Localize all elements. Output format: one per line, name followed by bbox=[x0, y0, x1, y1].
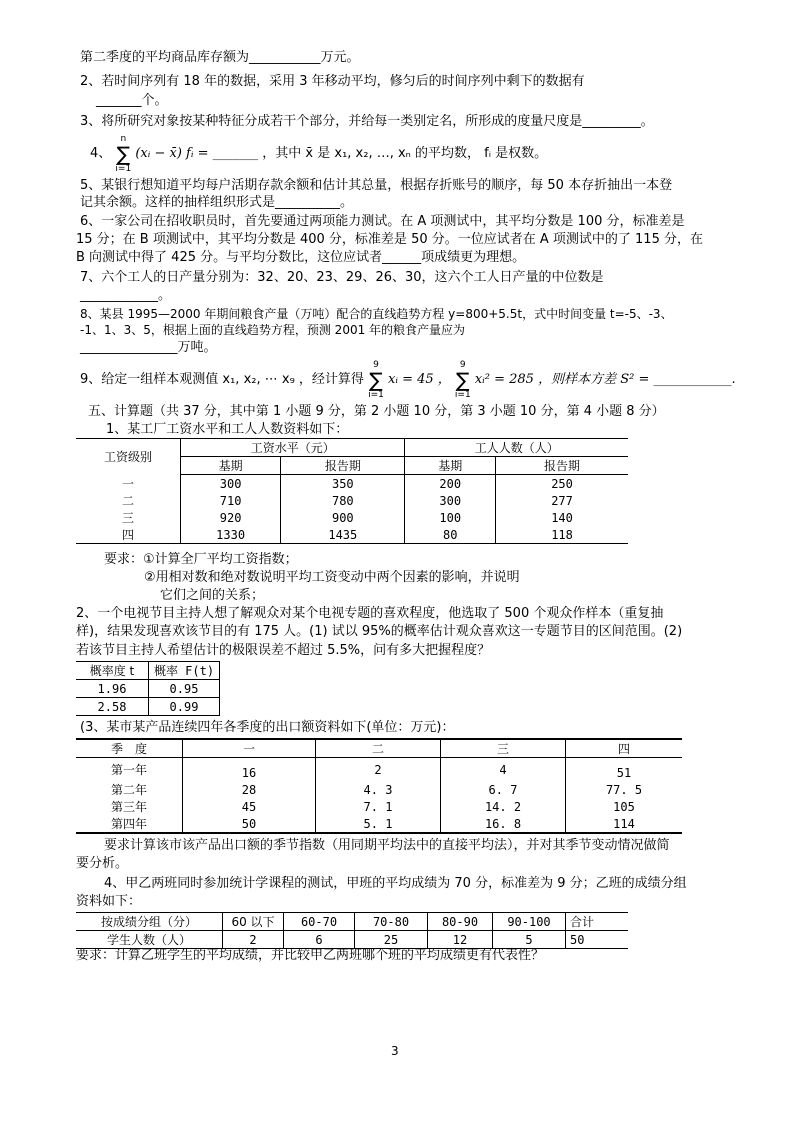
calc-question-1-title: 1、某工厂工资水平和工人人数资料如下： bbox=[106, 422, 349, 437]
table-cell: 77. 5 bbox=[605, 782, 643, 797]
header-probability-degree: 概率度 t bbox=[76, 662, 149, 680]
table-row bbox=[76, 509, 628, 526]
calc-question-3-requirement-1: 要求计算该市该产品出口额的季节指数（用同期平均法中的直接平均法），并对其季节变动情况做简 bbox=[104, 838, 670, 853]
table-cell: 105 bbox=[613, 799, 635, 814]
question-4-rest: ，其中 x̄ 是 x₁, x₂, …, xₙ 的平均数， fᵢ 是权数。 bbox=[262, 146, 548, 161]
table-cell: 1330 bbox=[181, 526, 281, 544]
header-wage-level: 工资级别 bbox=[76, 439, 181, 475]
table-cell: 25 bbox=[355, 931, 428, 949]
calc-question-1-requirement-3: 它们之间的关系； bbox=[160, 588, 265, 603]
question-3: 3、将所研究对象按某种特征分成若干个部分，并给每一类别定名，所形成的度量尺度是_________。 bbox=[80, 114, 654, 129]
table-cell: 四 bbox=[76, 526, 181, 544]
table-cell: 50 bbox=[566, 931, 629, 949]
table-cell: 第四年 bbox=[76, 815, 183, 833]
table-cell: 1.96 bbox=[76, 680, 149, 698]
header-q4: 四 bbox=[566, 739, 683, 758]
table-cell: 51 bbox=[616, 765, 632, 780]
table-cell: 第三年 bbox=[76, 798, 183, 815]
table-cell: 114 bbox=[566, 815, 683, 833]
table-row bbox=[76, 680, 220, 698]
table-cell: 100 bbox=[405, 509, 496, 526]
header-base-period: 基期 bbox=[405, 457, 496, 475]
table-row bbox=[76, 931, 628, 949]
table-cell: 1435 bbox=[281, 526, 405, 544]
sum-upper-limit: n bbox=[120, 134, 127, 144]
table-row bbox=[76, 698, 220, 716]
table-cell: 300 bbox=[405, 492, 496, 509]
table-cell: 14. 2 bbox=[441, 798, 566, 815]
table-row bbox=[76, 815, 682, 833]
table-cell: 900 bbox=[281, 509, 405, 526]
table-cell: 118 bbox=[496, 526, 628, 544]
question-7-line-1: 7、六个工人的日产量分别为：32、20、23、29、26、30，这六个工人日产量的中位数是 bbox=[80, 270, 604, 285]
header-total: 合计 bbox=[566, 913, 629, 931]
score-table bbox=[76, 912, 628, 949]
table-cell: 12 bbox=[428, 931, 493, 949]
table-row bbox=[76, 758, 682, 782]
table-row bbox=[76, 798, 682, 815]
calc-question-4-line-2: 资料如下： bbox=[76, 894, 142, 909]
table-cell: 6 bbox=[284, 931, 355, 949]
table-cell: 780 bbox=[281, 492, 405, 509]
table-cell: 6. 7 bbox=[441, 781, 566, 798]
header-base-period: 基期 bbox=[181, 457, 281, 475]
sum-a-upper-limit: 9 bbox=[373, 360, 379, 370]
sum-lower-limit: i=1 bbox=[115, 164, 132, 174]
header-q3: 三 bbox=[441, 739, 566, 758]
summation-symbol-b: 9 ∑ i=1 bbox=[454, 360, 471, 400]
table-cell: 2 bbox=[223, 931, 284, 949]
table-cell: 0.95 bbox=[149, 680, 220, 698]
calc-question-3-requirement-2: 要分析。 bbox=[76, 856, 129, 871]
question-9-formula-2: xᵢ² = 285 ，则样本方差 S² = ____________. bbox=[474, 372, 736, 387]
table-cell: 300 bbox=[181, 475, 281, 493]
summation-symbol: n ∑ i=1 bbox=[115, 134, 132, 174]
question-6-line-1: 6、一家公司在招收职员时，首先要通过两项能力测试。在 A 项测试中，其平均分数是 100 分，标准差是 bbox=[80, 214, 685, 229]
table-cell: 二 bbox=[76, 492, 181, 509]
question-4-prefix: 4、 bbox=[90, 146, 112, 161]
table-cell: 5 bbox=[493, 931, 566, 949]
header-80-90: 80-90 bbox=[428, 913, 493, 931]
header-report-period: 报告期 bbox=[281, 457, 405, 475]
table-row bbox=[76, 492, 628, 509]
section-5-title: 五、计算题（共 37 分，其中第 1 小题 9 分，第 2 小题 10 分，第 3 小题 10 分，第 4 小题 8 分） bbox=[88, 404, 665, 419]
sum-b-lower-limit: i=1 bbox=[454, 390, 471, 400]
page-number: 3 bbox=[391, 1044, 399, 1058]
header-below-60: 60 以下 bbox=[223, 913, 284, 931]
table-cell: 5. 1 bbox=[316, 815, 441, 833]
header-70-80: 70-80 bbox=[355, 913, 428, 931]
question-7-line-2: ____________。 bbox=[80, 288, 172, 303]
wage-table bbox=[76, 438, 628, 544]
table-cell: 277 bbox=[551, 493, 573, 508]
table-cell: 第一年 bbox=[76, 758, 183, 782]
sum-a-lower-limit: i=1 bbox=[368, 390, 384, 400]
header-q2: 二 bbox=[316, 739, 441, 758]
table-cell: 920 bbox=[181, 509, 281, 526]
header-score-group: 按成绩分组（分） bbox=[76, 913, 223, 931]
question-4-formula: (xᵢ − x̄) fᵢ = _______ bbox=[135, 146, 259, 161]
table-cell: 4 bbox=[441, 758, 566, 782]
table-cell: 200 bbox=[405, 475, 496, 493]
header-q1: 一 bbox=[183, 739, 316, 758]
header-workers: 工人人数（人） bbox=[405, 439, 628, 457]
table-cell: 2 bbox=[316, 758, 441, 782]
table-cell: 80 bbox=[405, 526, 496, 544]
table-row bbox=[76, 475, 628, 493]
calc-question-1-requirement-2: ②用相对数和绝对数说明平均工资变动中两个因素的影响，并说明 bbox=[144, 570, 520, 585]
question-6-line-2: 15 分；在 B 项测试中，其平均分数是 400 分，标准差是 50 分。一位应试者在 A 项测试中的了 115 分，在 bbox=[76, 232, 703, 247]
fill-line-0: 第二季度的平均商品库存额为___________万元。 bbox=[80, 50, 360, 65]
question-2-line-2: _______个。 bbox=[96, 93, 168, 108]
calc-question-4-line-1: 4、甲乙两班同时参加统计学课程的测试，甲班的平均成绩为 70 分，标准差为 9 分；乙班的成绩分组 bbox=[104, 876, 687, 891]
table-cell: 50 bbox=[183, 815, 316, 833]
table-cell: 45 bbox=[183, 798, 316, 815]
calc-question-1-requirement-1: 要求：①计算全厂平均工资指数； bbox=[104, 552, 298, 567]
table-cell: 140 bbox=[551, 510, 573, 525]
table-cell: 三 bbox=[76, 509, 181, 526]
table-cell: 2.58 bbox=[76, 698, 149, 716]
question-9 bbox=[80, 360, 736, 402]
table-row bbox=[76, 526, 628, 544]
table-cell: 16 bbox=[183, 758, 316, 782]
header-90-100: 90-100 bbox=[493, 913, 566, 931]
table-cell: 7. 1 bbox=[316, 798, 441, 815]
question-5-line-2: 记其余额。这样的抽样组织形式是__________。 bbox=[80, 195, 354, 210]
table-row bbox=[76, 781, 682, 798]
question-4 bbox=[90, 134, 547, 174]
calc-question-2-line-2: 样)，结果发现喜欢该节目的有 175 人。(1) 试以 95%的概率估计观众喜欢这一专题节目的区间范围。(2) bbox=[76, 624, 683, 639]
header-report-period: 报告期 bbox=[496, 457, 628, 475]
question-9-prefix: 9、给定一组样本观测值 x₁, x₂, ⋯ x₉ ，经计算得 bbox=[80, 372, 364, 387]
question-2-line-1: 2、若时间序列有 18 年的数据，采用 3 年移动平均，修匀后的时间序列中剩下的数据有 bbox=[80, 74, 585, 89]
table-cell: 4. 3 bbox=[316, 781, 441, 798]
calc-question-3-title: (3、某市某产品连续四年各季度的出口额资料如下(单位：万元)： bbox=[80, 720, 455, 735]
calc-question-2-line-1: 2、一个电视节目主持人想了解观众对某个电视专题的喜欢程度，他选取了 500 个观众作样本（重复抽 bbox=[76, 606, 664, 621]
table-cell: 0.99 bbox=[149, 698, 220, 716]
table-cell: 28 bbox=[183, 781, 316, 798]
header-60-70: 60-70 bbox=[284, 913, 355, 931]
probability-table bbox=[76, 661, 220, 716]
calc-question-2-line-3: 若该节目主持人希望估计的极限误差不超过 5.5%，问有多大把握程度？ bbox=[76, 643, 491, 658]
question-8-line-1: 8、某县 1995—2000 年期间粮食产量（万吨）配合的直线趋势方程 y=800+5.5t，式中时间变量 t=-5、-3、 bbox=[80, 307, 673, 321]
header-wage: 工资水平（元） bbox=[181, 439, 405, 457]
question-8-line-3: _______________万吨。 bbox=[80, 340, 217, 355]
question-8-line-2: -1、1、3、5，根据上面的直线趋势方程，预测 2001 年的粮食产量应为 bbox=[80, 323, 466, 337]
question-9-formula-1: xᵢ = 45 ， bbox=[387, 372, 451, 387]
table-cell: 第二年 bbox=[76, 781, 183, 798]
question-6-line-3: B 向测试中得了 425 分。与平均分数比，这位应试者______项成绩更为理想。 bbox=[76, 250, 526, 265]
table-cell: 250 bbox=[551, 476, 573, 491]
calc-question-4-requirement: 要求：计算乙班学生的平均成绩，并比较甲乙两班哪个班的平均成绩更有代表性？ bbox=[76, 948, 545, 963]
table-cell: 一 bbox=[76, 475, 181, 493]
header-quarter: 季 度 bbox=[76, 739, 183, 758]
table-cell: 学生人数（人） bbox=[76, 931, 223, 949]
summation-symbol-a: 9 ∑ i=1 bbox=[368, 360, 384, 400]
export-table bbox=[76, 738, 682, 834]
table-cell: 350 bbox=[281, 475, 405, 493]
sum-b-upper-limit: 9 bbox=[459, 360, 466, 370]
header-probability-f: 概率 F(t) bbox=[149, 662, 220, 680]
table-cell: 16. 8 bbox=[441, 815, 566, 833]
table-cell: 710 bbox=[181, 492, 281, 509]
question-5-line-1: 5、某银行想知道平均每户活期存款余额和估计其总量，根据存折账号的顺序，每 50 本存折抽出一本登 bbox=[80, 178, 673, 193]
